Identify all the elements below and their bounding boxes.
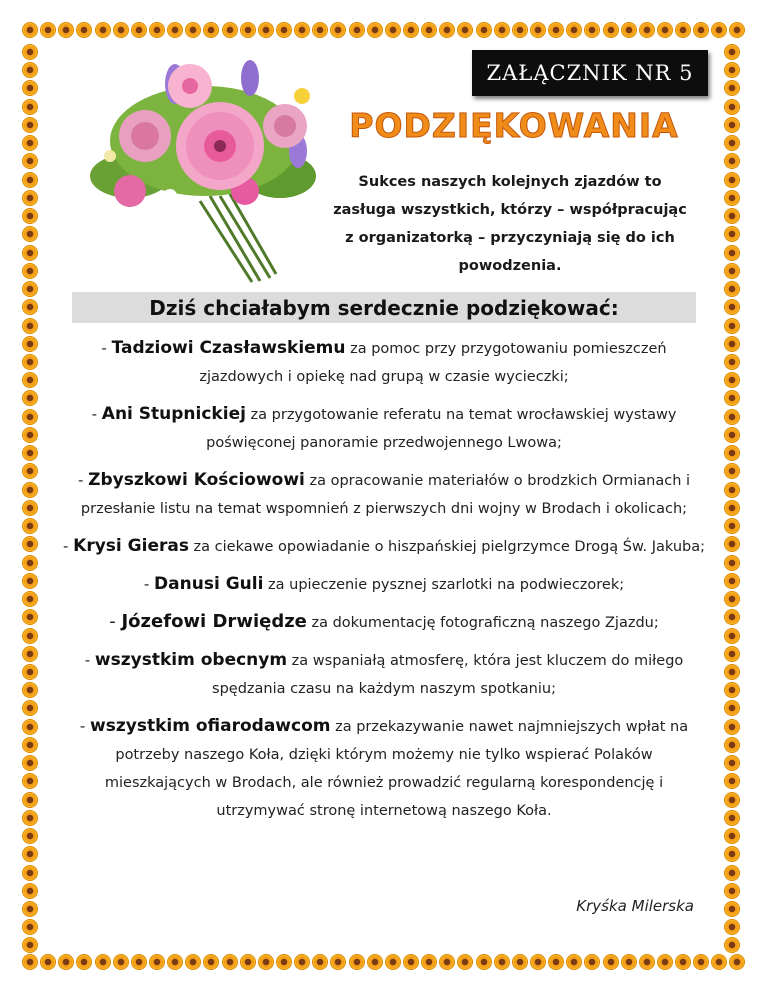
flower-border-icon — [76, 954, 92, 970]
flower-border-icon — [724, 44, 740, 60]
flower-border-icon — [22, 190, 38, 206]
flower-border-icon — [724, 664, 740, 680]
flower-border-icon — [240, 22, 256, 38]
flower-border-icon — [724, 372, 740, 388]
flower-border-icon — [22, 482, 38, 498]
flower-border-icon — [22, 646, 38, 662]
flower-border-icon — [22, 901, 38, 917]
flower-border-icon — [724, 682, 740, 698]
flower-border-icon — [185, 22, 201, 38]
flower-border-icon — [22, 463, 38, 479]
flower-border-icon — [457, 954, 473, 970]
flower-border-icon — [724, 99, 740, 115]
thanks-entry — [62, 712, 706, 825]
flower-border-icon — [258, 954, 274, 970]
flower-bouquet-icon — [70, 56, 335, 286]
flower-border-icon — [367, 22, 383, 38]
entry-text: za opracowanie materiałów o brodzkich Ormianach i przesłanie listu na temat wspomnień z pierwszych dni wojny w Brodach i okolicach; — [80, 473, 691, 517]
flower-border-icon — [724, 117, 740, 133]
flower-border-icon — [276, 954, 292, 970]
flower-border-icon — [385, 954, 401, 970]
flower-border-icon — [22, 573, 38, 589]
flower-border-icon — [22, 846, 38, 862]
flower-border-icon — [149, 22, 165, 38]
flower-border-icon — [657, 22, 673, 38]
flower-border-icon — [724, 281, 740, 297]
flower-border-icon — [724, 226, 740, 242]
flower-border-icon — [294, 22, 310, 38]
thanks-entry — [62, 532, 706, 561]
flower-border-icon — [185, 954, 201, 970]
flower-border-icon — [724, 299, 740, 315]
flower-border-icon — [457, 22, 473, 38]
entry-dash: - — [79, 717, 91, 735]
flower-border-icon — [724, 573, 740, 589]
flower-border-icon — [149, 954, 165, 970]
flower-border-icon — [724, 700, 740, 716]
flower-border-icon — [548, 954, 564, 970]
flower-border-icon — [724, 646, 740, 662]
flower-border-icon — [711, 954, 727, 970]
entry-dash: - — [101, 339, 112, 357]
flower-border-icon — [530, 22, 546, 38]
flower-border-icon — [724, 500, 740, 516]
flower-border-icon — [58, 22, 74, 38]
thanks-heading-text: Dziś chciałabym serdecznie podziękować: — [149, 295, 619, 320]
entry-name: Krysi Gieras — [73, 536, 189, 556]
flower-border-icon — [167, 954, 183, 970]
intro-text: Sukces naszych kolejnych zjazdów to zasługa wszystkich, którzy – współpracując z organizatorką – przyczyniają się do ich powodzenia. — [333, 174, 687, 274]
flower-border-icon — [22, 937, 38, 953]
flower-border-icon — [724, 62, 740, 78]
entry-dash: - — [84, 651, 95, 669]
flower-border-icon — [724, 773, 740, 789]
flower-border-icon — [724, 445, 740, 461]
flower-border-icon — [421, 22, 437, 38]
flower-border-icon — [724, 80, 740, 96]
flower-border-icon — [724, 336, 740, 352]
flower-border-icon — [131, 22, 147, 38]
flower-border-icon — [566, 954, 582, 970]
entry-dash: - — [77, 471, 89, 489]
flower-border-icon — [603, 954, 619, 970]
flower-border-icon — [584, 22, 600, 38]
flower-border-icon — [22, 500, 38, 516]
flower-border-icon — [22, 719, 38, 735]
flower-border-icon — [22, 555, 38, 571]
flower-border-icon — [22, 755, 38, 771]
flower-border-icon — [203, 22, 219, 38]
flower-border-icon — [724, 153, 740, 169]
entry-text: za ciekawe opowiadanie o hiszpańskiej pielgrzymce Drogą Św. Jakuba; — [188, 539, 706, 555]
flower-border-icon — [724, 609, 740, 625]
flower-border-icon — [294, 954, 310, 970]
flower-border-icon — [724, 828, 740, 844]
entry-text: za przygotowanie referatu na temat wrocławskiej wystawy poświęconej panoramie przedwojennego Lwowa; — [206, 407, 677, 451]
flower-border-icon — [22, 700, 38, 716]
thanks-heading — [72, 292, 696, 323]
flower-border-icon — [724, 937, 740, 953]
page-title: PODZIĘKOWANIA — [349, 106, 679, 145]
flower-border-icon — [22, 299, 38, 315]
thanks-entry — [62, 608, 706, 637]
entry-name: Ani Stupnickiej — [101, 404, 246, 424]
flower-border-icon — [724, 135, 740, 151]
flower-border-icon — [724, 536, 740, 552]
flower-border-icon — [724, 208, 740, 224]
flower-border-icon — [675, 954, 691, 970]
flower-border-icon — [22, 792, 38, 808]
flower-border-icon — [724, 901, 740, 917]
flower-border-icon — [639, 954, 655, 970]
flower-border-icon — [22, 135, 38, 151]
flower-border-icon — [724, 555, 740, 571]
thanks-list — [62, 334, 706, 834]
flower-border-icon — [603, 22, 619, 38]
flower-border-icon — [476, 954, 492, 970]
flower-border-icon — [258, 22, 274, 38]
flower-border-icon — [222, 22, 238, 38]
flower-border-icon — [724, 172, 740, 188]
flower-border-icon — [22, 99, 38, 115]
flower-border-icon — [167, 22, 183, 38]
flower-border-icon — [439, 954, 455, 970]
flower-border-icon — [724, 409, 740, 425]
flower-border-icon — [22, 263, 38, 279]
entry-text: za wspaniałą atmosferę, która jest kluczem do miłego spędzania czasu na każdym naszym spotkaniu; — [212, 653, 684, 697]
flower-border-icon — [58, 954, 74, 970]
flower-border-icon — [95, 954, 111, 970]
flower-border-icon — [724, 865, 740, 881]
flower-border-icon — [512, 954, 528, 970]
flower-border-icon — [349, 22, 365, 38]
entry-name: Danusi Guli — [154, 574, 264, 594]
flower-border-icon — [494, 22, 510, 38]
flower-border-icon — [22, 628, 38, 644]
flower-border-icon — [22, 773, 38, 789]
flower-border-icon — [330, 954, 346, 970]
attachment-badge: ZAŁĄCZNIK NR 5 — [472, 50, 708, 96]
flower-border-icon — [657, 954, 673, 970]
entry-dash: - — [109, 611, 122, 632]
flower-border-icon — [95, 22, 111, 38]
flower-border-icon — [22, 427, 38, 443]
flower-border-icon — [22, 518, 38, 534]
flower-border-icon — [724, 190, 740, 206]
flower-border-icon — [22, 919, 38, 935]
flower-border-icon — [330, 22, 346, 38]
flower-border-icon — [724, 518, 740, 534]
flower-border-icon — [276, 22, 292, 38]
flower-border-icon — [711, 22, 727, 38]
flower-border-icon — [203, 954, 219, 970]
flower-border-icon — [22, 536, 38, 552]
flower-border-icon — [724, 719, 740, 735]
flower-border-bottom — [22, 954, 746, 976]
flower-border-icon — [22, 336, 38, 352]
flower-border-icon — [724, 755, 740, 771]
flower-border-icon — [724, 883, 740, 899]
thanks-entry — [62, 466, 706, 523]
flower-border-icon — [22, 208, 38, 224]
flower-border-icon — [693, 22, 709, 38]
flower-border-icon — [131, 954, 147, 970]
flower-border-icon — [729, 954, 745, 970]
flower-border-icon — [403, 954, 419, 970]
flower-border-icon — [22, 80, 38, 96]
thanks-entry — [62, 334, 706, 391]
flower-border-icon — [512, 22, 528, 38]
flower-border-icon — [675, 22, 691, 38]
entry-name: wszystkim obecnym — [94, 650, 288, 670]
flower-border-icon — [724, 318, 740, 334]
flower-border-icon — [22, 62, 38, 78]
flower-border-icon — [22, 390, 38, 406]
entry-dash: - — [62, 537, 74, 555]
flower-border-icon — [724, 810, 740, 826]
flower-border-icon — [385, 22, 401, 38]
entry-name: Józefowi Drwiędze — [121, 611, 307, 632]
flower-border-icon — [113, 954, 129, 970]
flower-border-icon — [22, 318, 38, 334]
flower-border-icon — [22, 245, 38, 261]
flower-border-icon — [76, 22, 92, 38]
flower-border-icon — [530, 954, 546, 970]
flower-border-icon — [113, 22, 129, 38]
signature: Kryśka Milerska — [576, 897, 694, 915]
flower-border-icon — [621, 22, 637, 38]
flower-border-icon — [724, 245, 740, 261]
flower-border-icon — [566, 22, 582, 38]
flower-border-icon — [22, 445, 38, 461]
flower-border-icon — [621, 954, 637, 970]
flower-border-icon — [724, 463, 740, 479]
entry-text: za dokumentację fotograficzną naszego Zjazdu; — [306, 615, 659, 631]
entry-name: wszystkim ofiarodawcom — [90, 716, 331, 736]
flower-border-icon — [40, 22, 56, 38]
entry-name: Zbyszkowi Kościowowi — [88, 470, 305, 490]
entry-name: Tadziowi Czasławskiemu — [111, 338, 346, 358]
flower-border-icon — [693, 954, 709, 970]
flower-border-icon — [22, 354, 38, 370]
flower-border-icon — [240, 954, 256, 970]
flower-border-top — [22, 22, 746, 44]
flower-border-icon — [22, 883, 38, 899]
flower-border-icon — [548, 22, 564, 38]
entry-text: za przekazywanie nawet najmniejszych wpłat na potrzeby naszego Koła, dzięki którym możemy nie tylko wspierać Polaków mieszkających w Brodach, ale również prowadzić regularną korespondencję i utrzymywać stronę internetową naszego Koła. — [104, 719, 689, 819]
thanks-entry — [62, 400, 706, 457]
flower-border-icon — [22, 372, 38, 388]
thanks-entry — [62, 646, 706, 703]
flower-border-icon — [724, 628, 740, 644]
flower-border-icon — [40, 954, 56, 970]
flower-border-icon — [367, 954, 383, 970]
flower-border-icon — [724, 354, 740, 370]
entry-text: za pomoc przy przygotowaniu pomieszczeń zjazdowych i opiekę nad grupą w czasie wycieczki; — [199, 341, 667, 385]
flower-border-icon — [22, 810, 38, 826]
flower-border-icon — [421, 954, 437, 970]
flower-border-icon — [312, 22, 328, 38]
flower-border-icon — [22, 117, 38, 133]
flower-border-icon — [584, 954, 600, 970]
flower-border-icon — [639, 22, 655, 38]
flower-border-icon — [349, 954, 365, 970]
flower-border-icon — [22, 409, 38, 425]
flower-border-icon — [439, 22, 455, 38]
flower-border-icon — [724, 792, 740, 808]
flower-border-icon — [22, 609, 38, 625]
flower-border-icon — [22, 865, 38, 881]
flower-border-icon — [222, 954, 238, 970]
flower-border-icon — [403, 22, 419, 38]
flower-border-icon — [724, 482, 740, 498]
flower-border-icon — [724, 263, 740, 279]
thanks-entry — [62, 570, 706, 599]
flower-border-icon — [22, 737, 38, 753]
flower-border-icon — [724, 846, 740, 862]
flower-border-icon — [724, 390, 740, 406]
entry-dash: - — [143, 575, 155, 593]
flower-border-icon — [22, 281, 38, 297]
flower-border-icon — [22, 954, 38, 970]
flower-border-icon — [22, 664, 38, 680]
flower-border-icon — [22, 226, 38, 242]
flower-border-icon — [22, 44, 38, 60]
flower-border-icon — [724, 427, 740, 443]
flower-border-icon — [476, 22, 492, 38]
flower-border-icon — [729, 22, 745, 38]
flower-border-left — [22, 44, 44, 954]
flower-border-right — [724, 44, 746, 954]
flower-border-icon — [724, 737, 740, 753]
flower-border-icon — [22, 828, 38, 844]
flower-border-icon — [22, 153, 38, 169]
entry-dash: - — [91, 405, 102, 423]
flower-border-icon — [22, 22, 38, 38]
flower-border-icon — [312, 954, 328, 970]
flower-border-icon — [724, 591, 740, 607]
flower-border-icon — [22, 172, 38, 188]
flower-border-icon — [22, 591, 38, 607]
flower-border-icon — [22, 682, 38, 698]
entry-text: za upieczenie pysznej szarlotki na podwieczorek; — [263, 577, 625, 593]
flower-border-icon — [724, 919, 740, 935]
flower-border-icon — [494, 954, 510, 970]
